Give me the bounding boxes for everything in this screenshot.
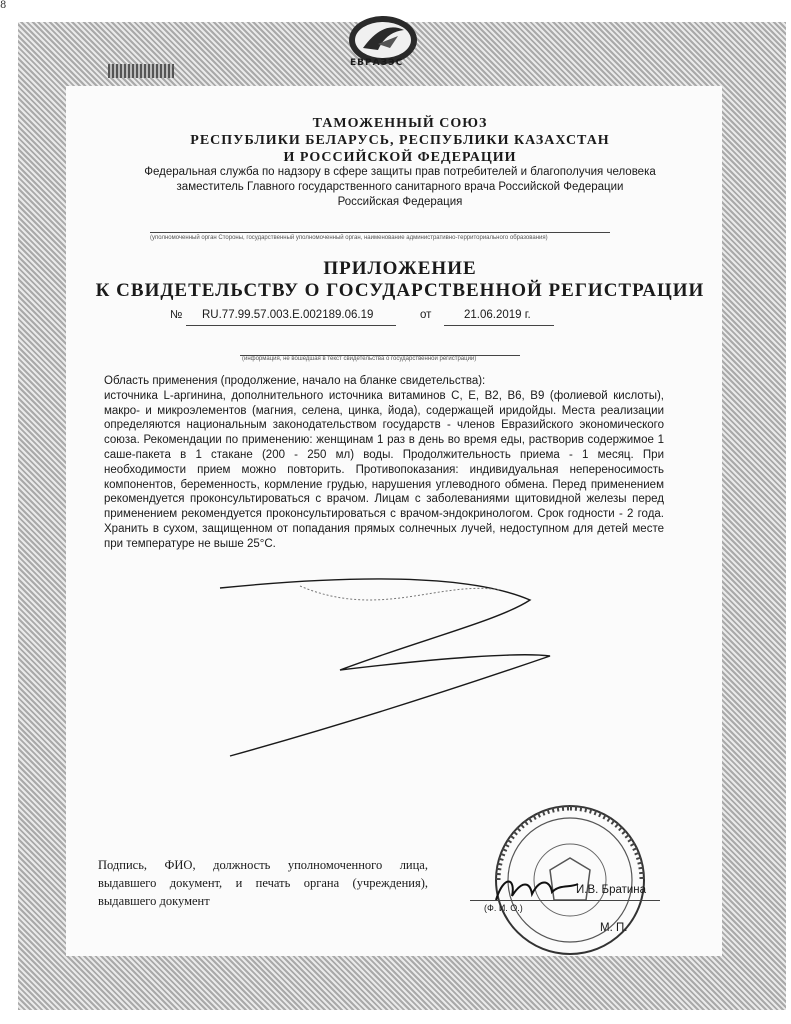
authority-caption: (уполномоченный орган Стороны, государственный уполномоченный орган, наименование административно-территориального образования) (150, 235, 548, 241)
ornament-band (108, 64, 174, 78)
authority-line1: Федеральная служба по надзору в сфере защиты прав потребителей и благополучия человека (144, 166, 656, 178)
application-area-text (104, 374, 664, 552)
page-corner-mark: 8 (0, 0, 7, 11)
registration-caption: (информация, не вошедшая в текст свидетельства о государственной регистрации) (242, 356, 477, 362)
document-title: ПРИЛОЖЕНИЕ (323, 258, 477, 279)
document-subtitle: К СВИДЕТЕЛЬСТВУ О ГОСУДАРСТВЕННОЙ РЕГИСТРАЦИИ (95, 280, 705, 301)
fio-label: (Ф. И. О.) (484, 903, 523, 913)
registration-number: RU.77.99.57.003.E.002189.06.19 (202, 309, 374, 321)
number-label: № (170, 309, 183, 321)
crossout-scribble-icon (200, 560, 560, 780)
registration-date: 21.06.2019 г. (464, 309, 531, 321)
application-area-lead: Область применения (продолжение, начало на бланке свидетельства): (104, 375, 486, 387)
logo-text: ЕВРАЗЭС (350, 58, 404, 68)
signature-caption: Подпись, ФИО, должность уполномоченного лица, выдавшего документ, и печать органа (учреждения), выдавшего документ (98, 858, 428, 908)
union-title-line1: ТАМОЖЕННЫЙ СОЮЗ (312, 116, 488, 131)
mp-label: М. П. (600, 922, 628, 934)
signature-underline (470, 900, 660, 901)
date-underline (444, 325, 554, 326)
signatory-name: И.В. Братина (576, 884, 647, 896)
union-title-line3: И РОССИЙСКОЙ ФЕДЕРАЦИИ (283, 150, 517, 165)
authority-underline (150, 232, 610, 233)
date-label: от (420, 309, 432, 321)
number-underline (186, 325, 396, 326)
authority-line3: Российская Федерация (337, 196, 463, 208)
union-title-line2: РЕСПУБЛИКИ БЕЛАРУСЬ, РЕСПУБЛИКИ КАЗАХСТАН (190, 133, 610, 148)
application-area-paragraph: источника L-аргинина, дополнительного источника витаминов С, Е, В2, В6, В9 (фолиевой кислоты), макро- и микроэлементов (магния, селена, цинка, йода), содержащей иридойды. Места реализации определяются национальным законодательством государств - членов Евразийского экономического союза. Рекомендации по применению: женщинам 1 раз в день во время еды, растворив содержимое 1 саше-пакета в 1 стакане (200 - 250 мл) воды. Продолжительность приема - 1 месяц. При необходимости прием можно повторить. Противопоказания: индивидуальная непереносимость компонентов, беременность, кормление грудью, нарушения углеводного обмена. Перед применением рекомендуется проконсультироваться с врачом. Лицам с заболеваниями щитовидной железы перед применением рекомендуется проконсультироваться с врачом-эндокринологом. Срок годности - 2 года. Хранить в сухом, защищенном от попадания прямых солнечных лучей, недоступном для детей месте при температуре не выше 25°С. (104, 389, 664, 550)
authority-line2: заместитель Главного государственного санитарного врача Российской Федерации (176, 181, 624, 193)
